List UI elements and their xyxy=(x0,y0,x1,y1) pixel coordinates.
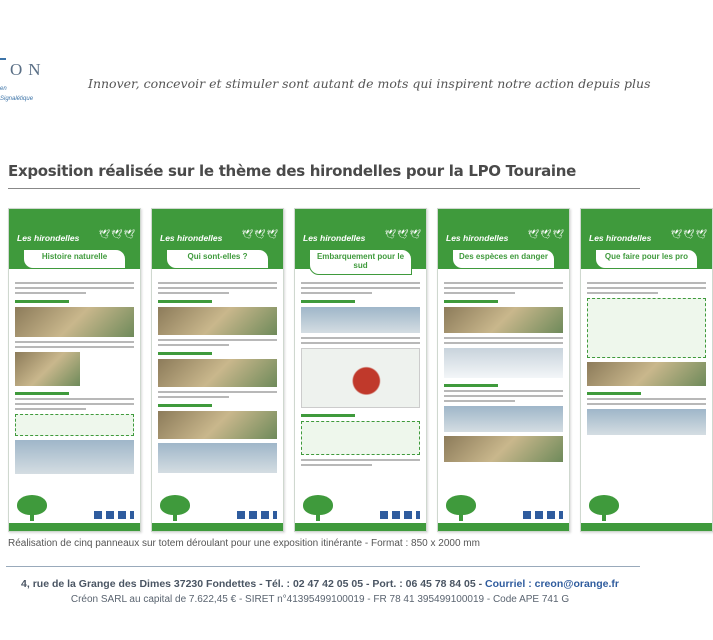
contact-line: 4, rue de la Grange des Dimes 37230 Fondettes - Tél. : 02 47 42 05 05 - Port. : 06 45 78 84 05 - Courriel : creon@orange.fr xyxy=(21,578,619,590)
bird-photo xyxy=(587,362,706,386)
tree-icon xyxy=(303,495,333,521)
logo-wordmark: ON xyxy=(10,60,47,79)
panel-brand: Les hirondelles xyxy=(303,233,366,243)
panel-footer xyxy=(152,487,283,531)
footer-divider xyxy=(6,566,640,567)
swallow-icon: 🕊🕊🕊 xyxy=(527,229,565,239)
calendar-chart xyxy=(301,421,420,455)
mobile-phone: Port. : 06 45 78 84 05 xyxy=(372,578,476,590)
panel-title: Embarquement pour le sud xyxy=(309,249,412,275)
tree-icon xyxy=(160,495,190,521)
tree-icon xyxy=(589,495,619,521)
nest-photo xyxy=(15,307,134,337)
logo-subtitle-1: en xyxy=(0,86,7,92)
birds-on-wire-photo xyxy=(15,440,134,474)
legal-line: Créon SARL au capital de 7.622,45 € - SIRET n°41395499100019 - FR 78 41 395499100019 - Code APE 741 G xyxy=(70,594,570,605)
logo-accent xyxy=(0,58,6,60)
partner-logos xyxy=(523,511,563,519)
panel-body xyxy=(301,279,420,483)
panel-body xyxy=(587,279,706,483)
info-box xyxy=(15,414,134,436)
partner-logos xyxy=(237,511,277,519)
logo-subtitle-2: Signalétique xyxy=(0,96,34,102)
email-link[interactable]: Courriel : creon@orange.fr xyxy=(485,578,619,590)
panel-title: Histoire naturelle xyxy=(23,249,126,269)
flight-photo xyxy=(158,443,277,473)
exhibit-panel-2[interactable] xyxy=(151,208,284,532)
swallow-icon: 🕊🕊🕊 xyxy=(384,229,422,239)
panel-footer xyxy=(9,487,140,531)
panel-body xyxy=(444,279,563,483)
landscape-photo xyxy=(444,406,563,432)
address: 4, rue de la Grange des Dimes 37230 Fondettes xyxy=(21,578,257,590)
panel-title: Qui sont-elles ? xyxy=(166,249,269,269)
nest-photo xyxy=(444,436,563,462)
panel-footer xyxy=(295,487,426,531)
species-photo xyxy=(158,307,277,335)
panel-brand: Les hirondelles xyxy=(160,233,223,243)
panel-title: Des espèces en danger xyxy=(452,249,555,269)
tagline: Innover, concevoir et stimuler sont autant de mots qui inspirent notre action depuis plus xyxy=(88,76,651,91)
title-divider xyxy=(8,188,640,189)
panel-body xyxy=(15,279,134,483)
exhibit-panel-3[interactable] xyxy=(294,208,427,532)
panel-footer xyxy=(581,487,712,531)
page-title: Exposition réalisée sur le thème des hirondelles pour la LPO Touraine xyxy=(8,162,577,180)
panel-body xyxy=(158,279,277,483)
panel-brand: Les hirondelles xyxy=(17,233,80,243)
swallow-icon: 🕊🕊🕊 xyxy=(670,229,708,239)
exhibit-panel-4[interactable] xyxy=(437,208,570,532)
phone: Tél. : 02 47 42 05 05 xyxy=(265,578,364,590)
gallery-caption: Réalisation de cinq panneaux sur totem déroulant pour une exposition itinérante - Format : 850 x 2000 mm xyxy=(8,538,480,549)
partner-logos xyxy=(380,511,420,519)
migration-map xyxy=(301,348,420,408)
panel-brand: Les hirondelles xyxy=(589,233,652,243)
partner-logos xyxy=(94,511,134,519)
swallow-icon: 🕊🕊🕊 xyxy=(241,229,279,239)
panel-gallery xyxy=(0,208,708,532)
swallow-icon: 🕊🕊🕊 xyxy=(98,229,136,239)
bird-photo xyxy=(444,307,563,333)
species-photo xyxy=(158,359,277,387)
tree-icon xyxy=(446,495,476,521)
flight-photo xyxy=(587,409,706,435)
panel-brand: Les hirondelles xyxy=(446,233,509,243)
winter-photo xyxy=(444,348,563,378)
actions-box xyxy=(587,298,706,358)
exhibit-panel-5[interactable] xyxy=(580,208,713,532)
swallow-photo xyxy=(15,352,80,386)
panel-title: Que faire pour les pro xyxy=(595,249,698,269)
panel-footer xyxy=(438,487,569,531)
exhibit-panel-1[interactable] xyxy=(8,208,141,532)
flock-photo xyxy=(301,307,420,333)
tree-icon xyxy=(17,495,47,521)
species-photo xyxy=(158,411,277,439)
